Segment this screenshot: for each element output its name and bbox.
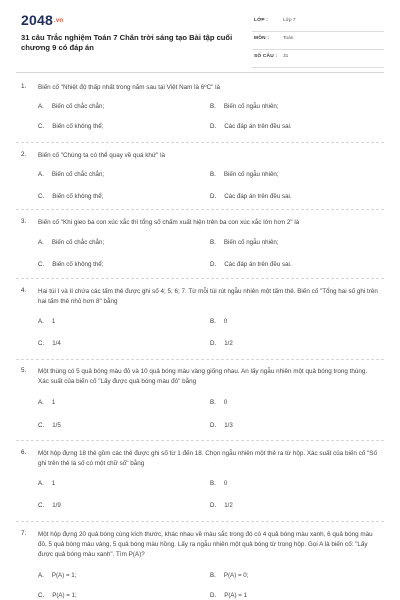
- option-letter: B.: [210, 239, 216, 246]
- meta-value: Lớp 7: [283, 18, 296, 23]
- option-text: Biến cố không thể;: [52, 123, 104, 130]
- option-b[interactable]: [210, 572, 248, 579]
- document-header: [0, 0, 400, 70]
- option-letter: A.: [38, 399, 44, 406]
- option-letter: D.: [210, 261, 217, 268]
- option-b[interactable]: [210, 480, 227, 487]
- document-meta: [252, 14, 384, 68]
- option-c[interactable]: [38, 123, 103, 130]
- meta-row-subject: [252, 32, 384, 50]
- option-text: 1/5: [52, 422, 61, 429]
- option-letter: A.: [38, 480, 44, 487]
- option-a[interactable]: [38, 103, 104, 110]
- option-d[interactable]: [210, 422, 233, 429]
- meta-value: 31: [283, 54, 289, 59]
- option-letter: D.: [210, 123, 217, 130]
- option-c[interactable]: [38, 261, 103, 268]
- option-b[interactable]: [210, 399, 227, 406]
- question-number: 2.: [21, 151, 27, 158]
- meta-key: MÔN :: [254, 36, 270, 41]
- option-c[interactable]: [38, 592, 77, 599]
- option-letter: C.: [38, 261, 45, 268]
- question-number: 4.: [21, 287, 27, 294]
- option-a[interactable]: [38, 399, 55, 406]
- option-letter: D.: [210, 502, 217, 509]
- option-text: 1/3: [224, 422, 233, 429]
- meta-value: Toán: [283, 36, 294, 41]
- option-text: Biến cố ngẫu nhiên;: [223, 103, 279, 110]
- logo-text: 2048: [21, 12, 53, 28]
- option-text: Biến cố chắc chắn;: [51, 171, 105, 178]
- option-letter: C.: [38, 422, 45, 429]
- option-text: 0: [223, 399, 228, 406]
- option-a[interactable]: [38, 572, 76, 579]
- option-letter: B.: [210, 399, 216, 406]
- option-text: 0: [223, 318, 228, 325]
- option-b[interactable]: [210, 239, 279, 246]
- question-text: Hai túi I và II chứa các tấm thẻ được ghi số 4; 5; 6; 7. Từ mỗi túi rút ngẫu nhiên một tấm thẻ. Biến cố "Tổng hai số ghi trên hai tấm thẻ nhỏ hơn 8" bằng: [38, 288, 378, 305]
- option-text: Các đáp án trên đều sai.: [224, 193, 292, 200]
- document-title: 31 câu Trắc nghiệm Toán 7 Chân trời sáng tạo Bài tập cuối chương 9 có đáp án: [21, 33, 233, 52]
- question-divider: [16, 521, 384, 522]
- option-a[interactable]: [38, 480, 55, 487]
- question-divider: [16, 278, 384, 279]
- option-c[interactable]: [38, 193, 103, 200]
- option-text: Biến cố không thể;: [52, 261, 104, 268]
- option-letter: A.: [38, 318, 44, 325]
- option-letter: D.: [210, 592, 217, 599]
- option-letter: C.: [38, 193, 45, 200]
- option-text: P(A) = 1;: [51, 572, 77, 579]
- option-text: 1/9: [52, 502, 61, 509]
- site-logo[interactable]: [21, 12, 63, 28]
- option-letter: A.: [38, 239, 44, 246]
- option-text: Các đáp án trên đều sai.: [224, 261, 292, 268]
- option-text: 1: [51, 399, 56, 406]
- option-text: 1: [51, 318, 56, 325]
- question-divider: [16, 440, 384, 441]
- question-number: 6.: [21, 449, 27, 456]
- meta-key: LỚP :: [254, 18, 269, 23]
- question-text: Biến cố "Chúng ta có thể quay về quá khứ" là: [38, 152, 166, 159]
- option-letter: B.: [210, 103, 216, 110]
- meta-row-count: [252, 50, 384, 68]
- question-number: 3.: [21, 218, 27, 225]
- option-text: Biến cố ngẫu nhiên;: [223, 171, 279, 178]
- option-letter: C.: [38, 123, 45, 130]
- option-text: 0: [223, 480, 228, 487]
- option-letter: C.: [38, 340, 45, 347]
- question-text: Biến cố "Khi gieo ba con xúc xắc thì tổng số chấm xuất hiện trên ba con xúc xắc lớn hơn 2" là: [38, 219, 300, 226]
- option-letter: B.: [210, 480, 216, 487]
- option-d[interactable]: [210, 502, 233, 509]
- question-number: 1.: [21, 83, 27, 90]
- question-divider: [16, 209, 384, 210]
- option-a[interactable]: [38, 171, 104, 178]
- option-letter: D.: [210, 193, 217, 200]
- option-a[interactable]: [38, 318, 55, 325]
- option-text: 1/4: [52, 340, 61, 347]
- option-letter: B.: [210, 318, 216, 325]
- option-letter: C.: [38, 502, 45, 509]
- option-d[interactable]: [210, 193, 292, 200]
- option-c[interactable]: [38, 422, 61, 429]
- option-text: 1/2: [224, 502, 233, 509]
- option-letter: D.: [210, 340, 217, 347]
- option-c[interactable]: [38, 340, 61, 347]
- option-b[interactable]: [210, 103, 279, 110]
- logo-suffix: .vn: [53, 18, 64, 25]
- option-letter: B.: [210, 572, 216, 579]
- meta-key: SỐ CÂU :: [254, 54, 278, 59]
- option-letter: C.: [38, 592, 45, 599]
- option-text: Biến cố ngẫu nhiên;: [223, 239, 279, 246]
- option-text: Biến cố chắc chắn;: [51, 239, 105, 246]
- option-d[interactable]: [210, 340, 233, 347]
- question-number: 5.: [21, 367, 27, 374]
- question-text: Biến cố "Nhiệt độ thấp nhất trong năm sau tại Việt Nam là 6ºC" là: [38, 84, 221, 91]
- option-d[interactable]: [210, 261, 292, 268]
- option-letter: B.: [210, 171, 216, 178]
- option-c[interactable]: [38, 502, 61, 509]
- option-text: Các đáp án trên đều sai.: [224, 123, 292, 130]
- option-letter: A.: [38, 171, 44, 178]
- question-text: Một hộp đựng 18 thẻ gồm các thẻ được ghi số từ 1 đến 18. Chọn ngẫu nhiên một thẻ ra từ hộp. Xác suất của biến cố "Số ghi trên thẻ là số có một chữ số" bằng: [38, 450, 377, 467]
- option-b[interactable]: [210, 171, 279, 178]
- question-number: 7.: [21, 530, 27, 537]
- question-divider: [16, 359, 384, 360]
- option-letter: D.: [210, 422, 217, 429]
- option-letter: A.: [38, 572, 44, 579]
- option-text: 1: [51, 480, 56, 487]
- option-d[interactable]: [210, 592, 247, 599]
- option-letter: A.: [38, 103, 44, 110]
- meta-row-class: [252, 14, 384, 32]
- option-text: Biến cố chắc chắn;: [51, 103, 105, 110]
- option-text: P(A) = 0;: [223, 572, 249, 579]
- option-text: P(A) = 1: [224, 592, 248, 599]
- question-text: Một thùng có 5 quả bóng màu đỏ và 10 quả bóng màu vàng giống nhau. An lấy ngẫu nhiên một quả bóng trong thùng. Xác suất của biến cố "Lấy được quả bóng màu đỏ" bằng: [38, 368, 368, 385]
- question-divider: [16, 142, 384, 143]
- option-b[interactable]: [210, 318, 227, 325]
- option-text: Biến cố không thể;: [52, 193, 104, 200]
- option-text: 1/2: [224, 340, 233, 347]
- question-text: Một hộp đựng 20 quả bóng cùng kích thước, khác nhau về màu sắc trong đó có 4 quả bóng màu xanh, 6 quả bóng màu đỏ, 5 quả bóng màu vàng, 5 quả bóng màu hồng. Lấy ra ngẫu nhiên một quả bóng từ trong hộp. Gọi A là biến cố: "Lấy được quả bóng màu xanh". Tìm P(A)?: [38, 531, 373, 558]
- header-divider: [16, 72, 384, 73]
- option-a[interactable]: [38, 239, 104, 246]
- option-d[interactable]: [210, 123, 292, 130]
- option-text: P(A) = 1;: [52, 592, 77, 599]
